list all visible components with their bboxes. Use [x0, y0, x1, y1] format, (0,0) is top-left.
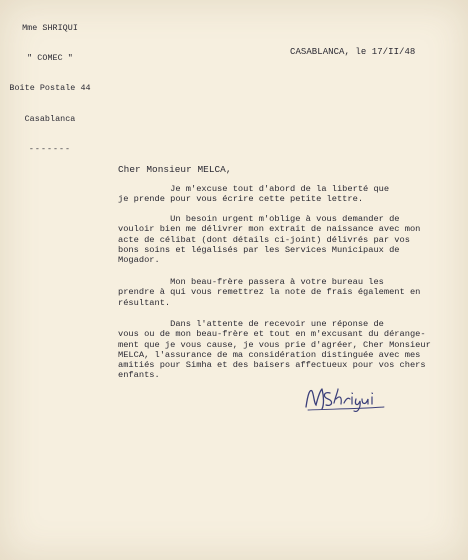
paragraph-line: amitiés pour Simha et des baisers affectueux pour vos chers [118, 360, 426, 371]
paragraph-line: Je m'excuse tout d'abord de la liberté que [118, 184, 390, 194]
paragraph-line: acte de célibat (dont détails ci-joint) délivrés par vos [118, 234, 410, 245]
sender-po-box: Boite Postale 44 [9, 83, 91, 94]
paragraph-line: Dans l'attente de recevoir une réponse de [118, 319, 384, 329]
paragraph-line: ment que je vous cause, je vous prie d'agréer, Cher Monsieur [118, 339, 431, 350]
paragraph-2 [118, 214, 464, 265]
paragraph-4 [118, 319, 464, 381]
paragraph-line: MELCA, l'assurance de ma considération distinguée avec mes [118, 349, 421, 360]
sender-address [6, 3, 94, 174]
paragraph-line: vouloir bien me délivrer mon extrait de naissance avec mon [118, 224, 421, 235]
paragraph-line: Un besoin urgent m'oblige à vous demander de [118, 214, 400, 224]
paragraph-line: Mogador. [118, 255, 160, 266]
paragraph-line: résultant. [118, 297, 171, 308]
sender-company: " COMEC " [27, 53, 73, 64]
sender-city: Casablanca [24, 113, 76, 124]
sender-underline: ------- [28, 143, 72, 154]
paragraph-line: enfants. [118, 370, 160, 381]
paragraph-line: je prende pour vous écrire cette petite lettre. [118, 194, 364, 205]
paragraph-1 [118, 184, 464, 205]
handwritten-signature [300, 383, 390, 413]
salutation: Cher Monsieur MELCA, [118, 164, 232, 175]
paragraph-line: bons soins et légalisés par les Services Municipaux de [118, 244, 400, 255]
paragraph-line: prendre à qui vous remettrez la note de frais également en [118, 287, 421, 298]
paragraph-line: Mon beau-frère passera à votre bureau les [118, 277, 384, 287]
place-and-date: CASABLANCA, le 17/II/48 [290, 47, 416, 57]
paragraph-3 [118, 277, 464, 308]
sender-name: Mme SHRIQUI [22, 23, 78, 33]
paragraph-line: vous ou de mon beau-frère et tout en m'excusant du dérange- [118, 329, 426, 340]
